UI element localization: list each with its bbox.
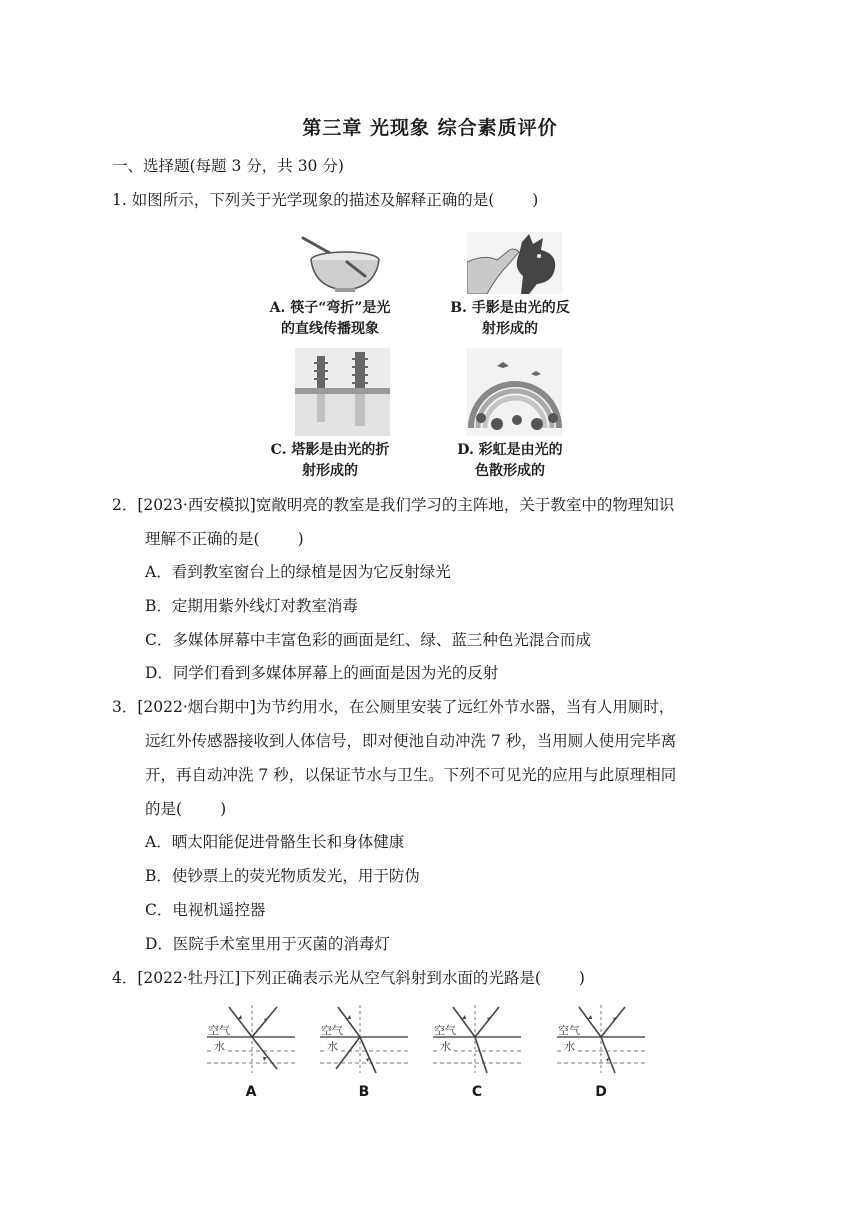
option-b-caption: B. 手影是由光的反 射形成的 [450,300,570,337]
answer-paren-close: ) [578,969,585,987]
svg-text:水: 水 [564,1040,575,1053]
bowl-with-chopsticks-image [295,232,390,294]
question-1-figure [255,230,600,486]
svg-text:水: 水 [327,1040,338,1053]
question-2-option-a: A．看到教室窗台上的绿植是因为它反射绿光 [145,563,451,581]
question-2-line-1: 2．[2023·西安模拟]宽敞明亮的教室是我们学习的主阵地，关于教室中的物理知识 [112,496,675,514]
question-2-option-c: C．多媒体屏幕中丰富色彩的画面是红、绿、蓝三种色光混合而成 [145,631,591,649]
question-3-option-b: B．使钞票上的荧光物质发光，用于防伪 [145,867,420,885]
svg-text:空气: 空气 [321,1024,343,1037]
diagram-label-a: A [245,1084,257,1100]
question-3-option-c: C．电视机遥控器 [145,901,266,919]
question-3-option-d: D．医院手术室里用于灭菌的消毒灯 [145,935,390,953]
svg-text:空气: 空气 [434,1024,456,1037]
question-3-line-3: 开，再自动冲洗 7 秒，以保证节水与卫生。下列不可见光的应用与此原理相同 [145,766,677,784]
svg-text:水: 水 [440,1040,451,1053]
light-path-diagram-a [207,1003,295,1078]
question-2-line-2: 理解不正确的是( ) [145,530,304,548]
svg-text:空气: 空气 [208,1024,230,1037]
rainbow-image [467,348,562,436]
answer-paren-close: ) [220,800,227,818]
light-path-diagram-d [557,1003,645,1078]
question-2-option-d: D．同学们看到多媒体屏幕上的画面是因为光的反射 [145,664,499,682]
diagram-label-d: D [595,1084,607,1100]
question-4-figure [205,1003,645,1108]
light-path-diagram-c [433,1003,521,1078]
diagram-label-c: C [471,1084,483,1100]
question-4: 4．[2022·牡丹江]下列正确表示光从空气斜射到水面的光路是( ) [112,969,585,987]
question-3-line-4: 的是( ) [145,800,227,818]
svg-text:空气: 空气 [558,1024,580,1037]
question-3-line-2: 远红外传感器接收到人体信号，即对便池自动冲洗 7 秒，当用厕人使用完毕离 [145,732,677,750]
pagoda-reflection-image [295,348,390,436]
hand-shadow-image [467,232,562,294]
answer-paren-close: ) [532,191,539,209]
option-a-caption: A. 筷子“弯折”是光 的直线传播现象 [269,300,391,337]
question-3-line-1: 3．[2022·烟台期中]为节约用水，在公厕里安装了远红外节水器，当有人用厕时， [112,698,675,716]
question-2-option-b: B．定期用紫外线灯对教室消毒 [145,597,358,615]
option-c-caption: C. 塔影是由光的折 射形成的 [270,442,390,479]
question-3-option-a: A．晒太阳能促进骨骼生长和身体健康 [145,833,405,851]
option-d-caption: D. 彩虹是由光的 色散形成的 [457,442,563,479]
question-1 [112,190,538,210]
light-path-diagram-b [320,1003,408,1078]
diagram-label-b: B [358,1084,370,1100]
section-heading: 一、选择题(每题 3 分，共 30 分) [112,157,344,175]
page-title: 第三章 光现象 综合素质评价 [302,117,558,139]
answer-paren-close: ) [297,530,304,548]
question-1-text: 1. 如图所示，下列关于光学现象的描述及解释正确的是( [112,191,495,209]
svg-text:水: 水 [214,1040,225,1053]
